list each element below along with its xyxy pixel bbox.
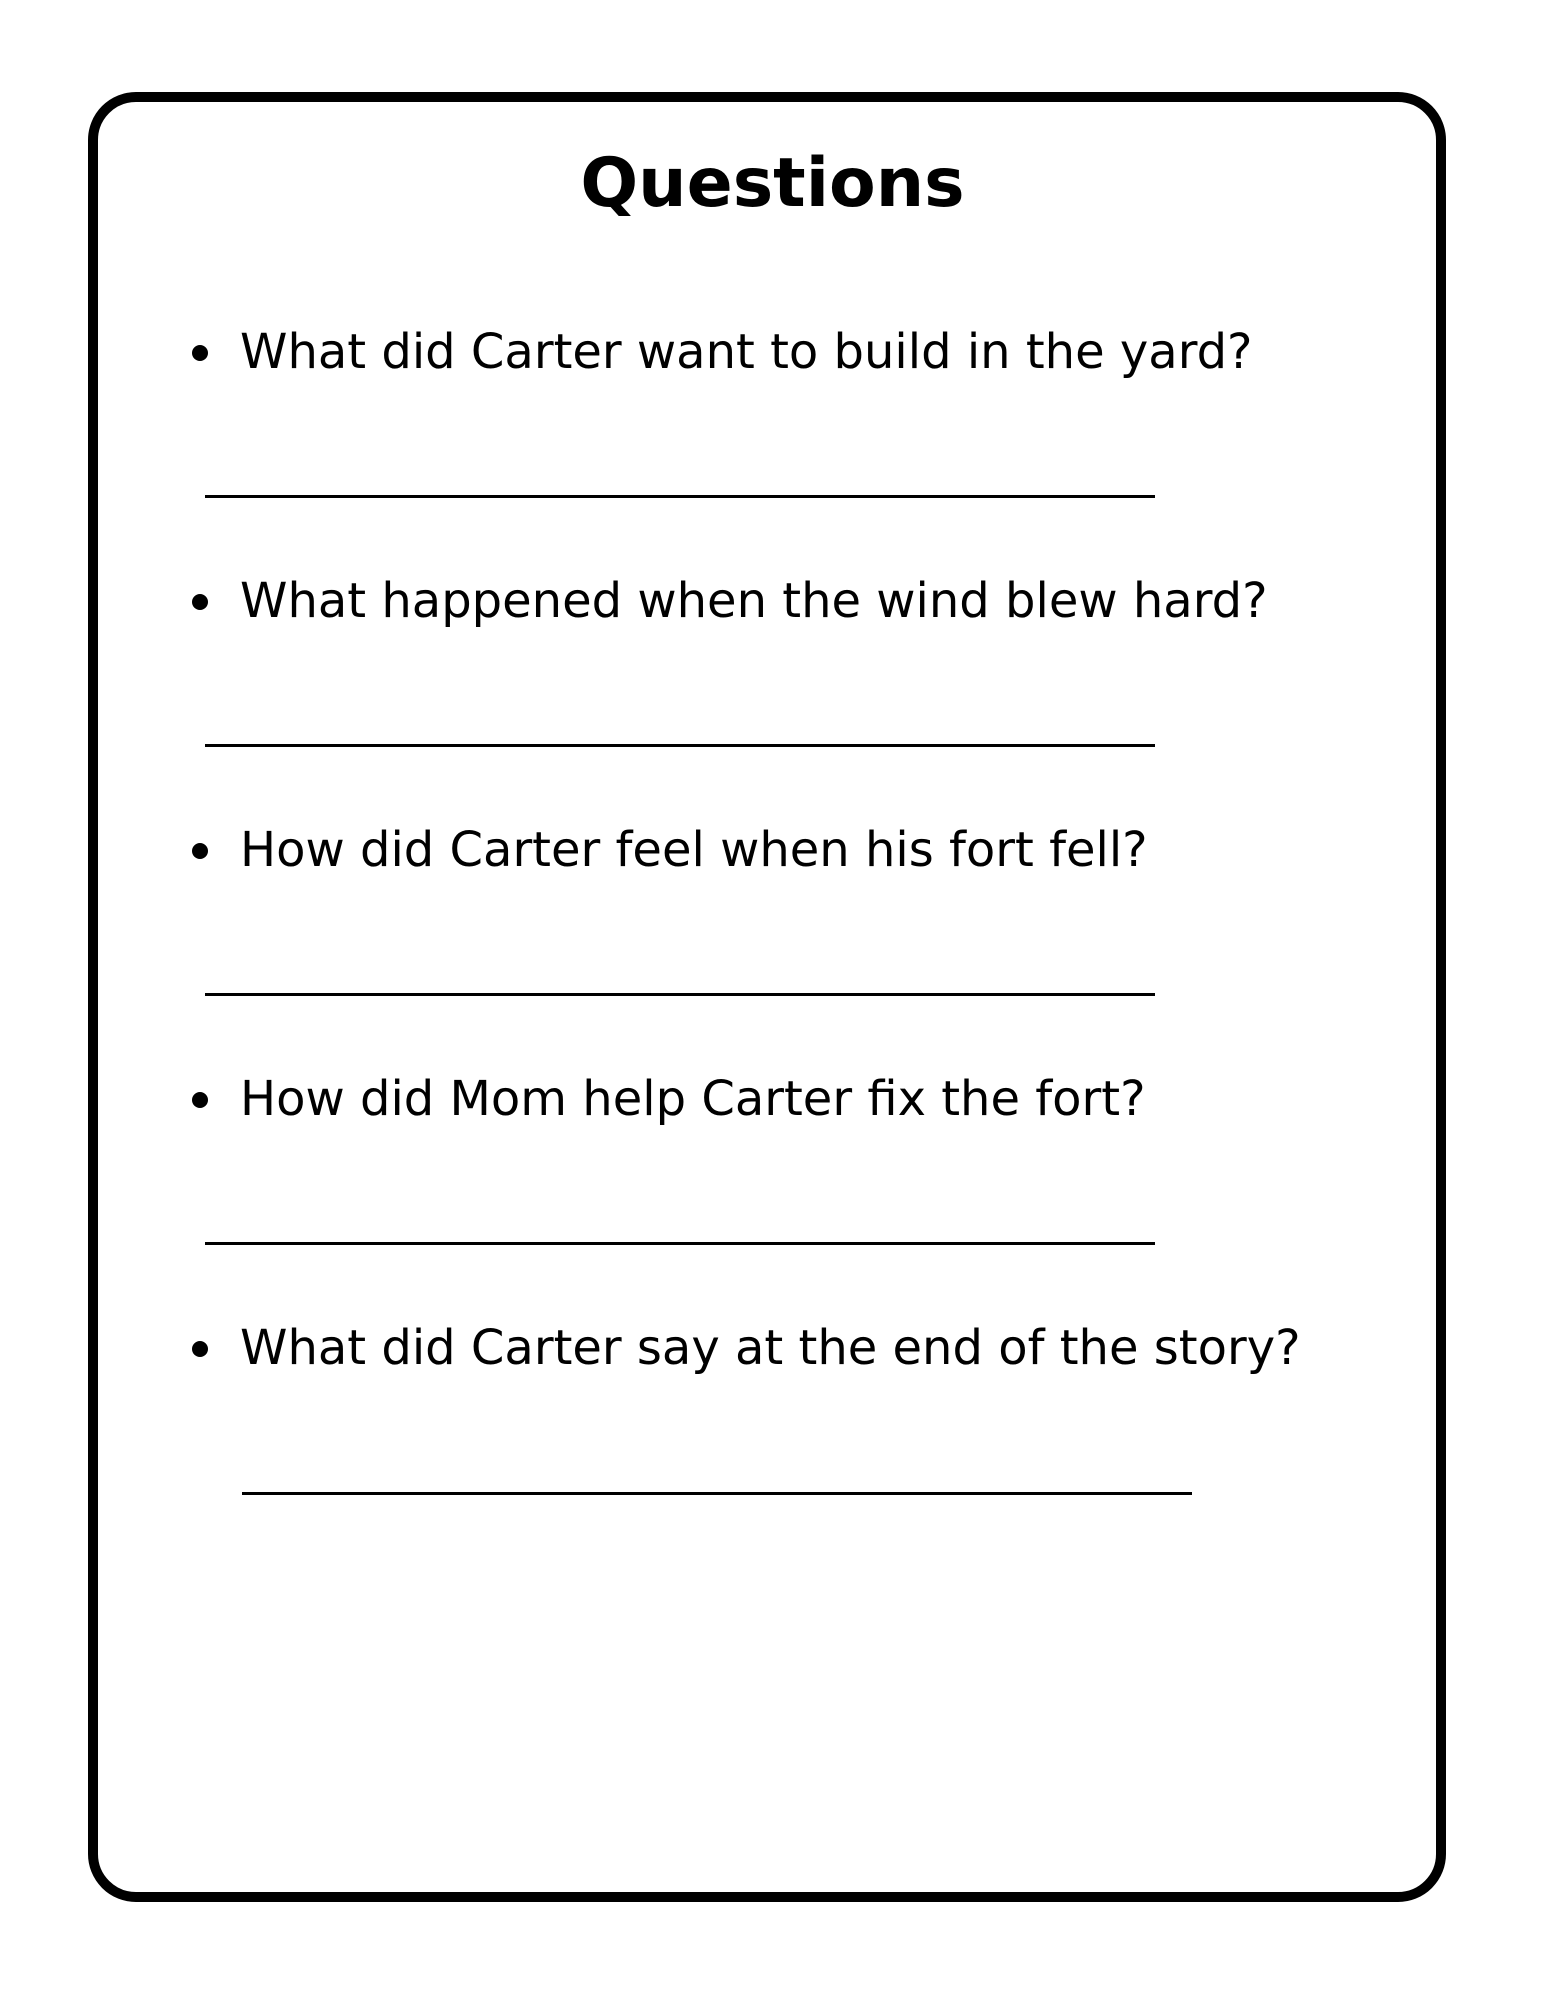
question-4: How did Mom help Carter fix the fort? bbox=[240, 1071, 1146, 1127]
bullet-icon bbox=[192, 1092, 208, 1108]
question-1: What did Carter want to build in the yard? bbox=[240, 324, 1253, 380]
answer-line-5[interactable] bbox=[242, 1492, 1192, 1495]
answer-line-3[interactable] bbox=[205, 993, 1155, 996]
answer-line-1[interactable] bbox=[205, 495, 1155, 498]
answer-line-2[interactable] bbox=[205, 744, 1155, 747]
bullet-icon bbox=[192, 594, 208, 610]
page-title: Questions bbox=[580, 144, 965, 223]
bullet-icon bbox=[192, 843, 208, 859]
question-5: What did Carter say at the end of the story? bbox=[240, 1320, 1301, 1376]
bullet-icon bbox=[192, 1341, 208, 1357]
question-3: How did Carter feel when his fort fell? bbox=[240, 822, 1148, 878]
answer-line-4[interactable] bbox=[205, 1242, 1155, 1245]
bullet-icon bbox=[192, 345, 208, 361]
question-2: What happened when the wind blew hard? bbox=[240, 573, 1268, 629]
